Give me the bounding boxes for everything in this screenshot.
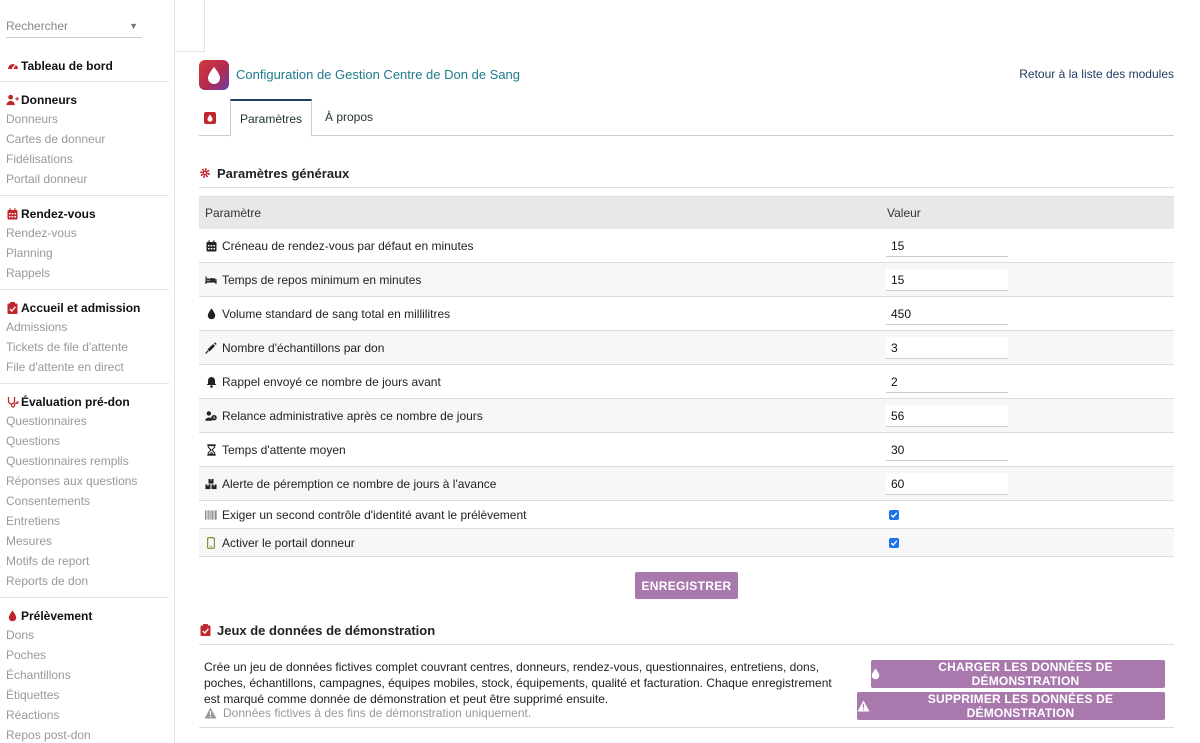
param-label: Volume standard de sang total en millilitres (222, 306, 451, 321)
sidebar-divider (0, 383, 169, 384)
value-cell (881, 538, 1174, 548)
param-label: Relance administrative après ce nombre de jours (222, 408, 483, 423)
tab-bar (199, 99, 1174, 136)
value-cell (881, 473, 1174, 495)
param-checkbox[interactable] (889, 510, 899, 520)
bed-icon (205, 274, 217, 286)
dashboard-icon (6, 60, 19, 73)
module-mini-icon (204, 112, 216, 124)
sidebar-item[interactable]: Cartes de donneur (6, 132, 106, 146)
sidebar (0, 0, 175, 743)
delete-demo-data-button[interactable] (857, 692, 1165, 720)
sidebar-group-title[interactable] (0, 205, 169, 223)
sidebar-group-title[interactable] (0, 57, 169, 75)
sidebar-item[interactable]: Consentements (6, 494, 91, 508)
sidebar-divider (0, 81, 169, 82)
param-cell (199, 477, 881, 491)
col-parametre: Paramètre (205, 206, 262, 220)
sidebar-item[interactable]: Poches (6, 648, 47, 662)
warning-icon (857, 700, 870, 712)
param-cell (199, 508, 881, 522)
search-placeholder: Rechercher (6, 19, 69, 33)
sidebar-divider (0, 597, 169, 598)
blood-drop-icon (6, 610, 19, 623)
sidebar-group (0, 205, 169, 283)
sidebar-item[interactable]: Motifs de report (6, 554, 90, 568)
sidebar-item[interactable]: Questionnaires remplis (6, 454, 129, 468)
param-value-input[interactable]: 60 (886, 473, 1008, 495)
param-cell (199, 443, 881, 457)
table-row (199, 467, 1174, 501)
sidebar-item[interactable]: Portail donneur (6, 172, 88, 186)
back-to-modules-link[interactable]: Retour à la liste des modules (1019, 67, 1174, 81)
value-cell (881, 439, 1174, 461)
stethoscope-icon (6, 396, 19, 409)
param-value-input[interactable]: 30 (886, 439, 1008, 461)
table-row (199, 529, 1174, 557)
sidebar-group-label: Rendez-vous (21, 207, 96, 221)
sidebar-group-label: Prélèvement (21, 609, 93, 623)
module-logo (199, 60, 229, 90)
value-cell (881, 235, 1174, 257)
sidebar-item[interactable]: Admissions (6, 320, 68, 334)
load-demo-label: CHARGER LES DONNÉES DE DÉMONSTRATION (938, 660, 1113, 688)
param-label: Exiger un second contrôle d'identité avant le prélèvement (222, 507, 527, 522)
sidebar-group (0, 607, 169, 743)
user-plus-icon (6, 94, 19, 107)
col-valeur: Valeur (887, 206, 921, 220)
sidebar-item[interactable]: File d'attente en direct (6, 360, 124, 374)
param-cell (199, 239, 881, 253)
syringe-icon (205, 342, 217, 354)
sidebar-group (0, 91, 169, 189)
sidebar-item[interactable]: Reports de don (6, 574, 89, 588)
param-cell (199, 273, 881, 287)
tab-parametres[interactable]: Paramètres (230, 99, 312, 137)
table-row (199, 433, 1174, 467)
divider (199, 644, 1174, 645)
table-row (199, 501, 1174, 529)
param-value-input[interactable]: 56 (886, 405, 1008, 427)
bell-icon (205, 376, 217, 388)
mobile-icon (205, 537, 217, 549)
sidebar-item[interactable]: Réactions (6, 708, 60, 722)
param-value-input[interactable]: 2 (886, 371, 1008, 393)
sidebar-item[interactable]: Rendez-vous (6, 226, 77, 240)
sidebar-group (0, 299, 169, 377)
tab-a-propos[interactable]: À propos (325, 110, 374, 124)
param-cell (199, 307, 881, 321)
sidebar-item[interactable]: Repos post-don (6, 728, 91, 742)
boxes-icon (205, 478, 217, 490)
section-title: Jeux de données de démonstration (217, 622, 436, 638)
tab-module-icon[interactable] (199, 99, 221, 136)
param-cell (199, 536, 881, 550)
sidebar-group (0, 57, 169, 75)
sidebar-item[interactable]: Étiquettes (6, 688, 60, 702)
calendar-icon (6, 208, 19, 221)
sidebar-item[interactable]: Dons (6, 628, 35, 642)
param-cell (199, 341, 881, 355)
sidebar-item[interactable]: Mesures (6, 534, 53, 548)
sidebar-item[interactable]: Donneurs (6, 112, 59, 126)
sidebar-group-title[interactable] (0, 299, 169, 317)
save-button[interactable]: ENREGISTRER (635, 572, 738, 599)
sidebar-group-label: Tableau de bord (21, 59, 113, 73)
param-label: Alerte de péremption ce nombre de jours à l'avance (222, 476, 497, 491)
sidebar-group-title[interactable] (0, 393, 169, 411)
sidebar-item[interactable]: Tickets de file d'attente (6, 340, 128, 354)
param-value-input[interactable]: 15 (886, 235, 1008, 257)
settings-table (199, 196, 1174, 557)
sidebar-item[interactable]: Questions (6, 434, 61, 448)
sidebar-item[interactable]: Planning (6, 246, 53, 260)
table-row (199, 297, 1174, 331)
param-value-input[interactable]: 3 (886, 337, 1008, 359)
sidebar-item[interactable]: Questionnaires (6, 414, 87, 428)
table-row (199, 399, 1174, 433)
value-cell (881, 303, 1174, 325)
gear-icon (199, 167, 211, 179)
delete-demo-label: SUPPRIMER LES DONNÉES DE DÉMONSTRATION (927, 692, 1114, 720)
param-label: Nombre d'échantillons par don (222, 340, 385, 355)
warning-icon (204, 707, 217, 719)
hourglass-icon (205, 444, 217, 456)
sidebar-item[interactable]: Rappels (6, 266, 51, 280)
sidebar-group-title[interactable] (0, 607, 169, 625)
param-label: Temps de repos minimum en minutes (222, 272, 422, 287)
search-select[interactable] (6, 14, 142, 38)
sidebar-group-title[interactable] (0, 91, 169, 109)
value-cell (881, 371, 1174, 393)
sidebar-divider (0, 195, 169, 196)
divider (199, 187, 1174, 188)
param-label: Activer le portail donneur (222, 535, 355, 550)
param-cell (199, 409, 881, 423)
general-settings-header (199, 163, 1174, 183)
param-label: Créneau de rendez-vous par défaut en minutes (222, 238, 474, 253)
value-cell (881, 337, 1174, 359)
top-panel-stub (175, 0, 205, 52)
param-checkbox[interactable] (889, 538, 899, 548)
table-header (199, 196, 1174, 229)
param-label: Rappel envoyé ce nombre de jours avant (222, 374, 441, 389)
value-cell (881, 510, 1174, 520)
table-row (199, 365, 1174, 399)
param-label: Temps d'attente moyen (222, 442, 346, 457)
demo-description: Crée un jeu de données fictives complet couvrant centres, donneurs, rendez-vous, questionnaires, entretiens, dons, poches, échantillons, campagnes, équipes mobiles, stock, équipements, qualité et facturation. Chaque enregistrement est marqué comme donnée de démonstration et peut être supprimé ensuite. (204, 660, 832, 706)
sidebar-divider (0, 289, 169, 290)
demo-data-header (199, 620, 1174, 640)
blood-drop-icon (205, 308, 217, 320)
value-cell (881, 405, 1174, 427)
divider (199, 727, 1174, 728)
sidebar-group-label: Donneurs (21, 93, 78, 107)
barcode-icon (205, 509, 217, 521)
blood-drop-icon (207, 66, 221, 84)
sidebar-group-label: Accueil et admission (21, 301, 141, 315)
section-title: Paramètres généraux (217, 165, 350, 181)
sidebar-group-label: Évaluation pré-don (21, 395, 130, 409)
param-value-input[interactable]: 450 (886, 303, 1008, 325)
param-value-input[interactable]: 15 (886, 269, 1008, 291)
sidebar-item[interactable]: Échantillons (6, 668, 71, 682)
clipboard-check-icon (199, 624, 211, 636)
calendar-icon (205, 240, 217, 252)
blood-drop-icon (871, 668, 880, 680)
table-row (199, 263, 1174, 297)
value-cell (881, 269, 1174, 291)
demo-warning (204, 706, 531, 720)
clipboard-check-icon (6, 302, 19, 315)
warning-text: Données fictives à des fins de démonstration uniquement. (223, 706, 532, 720)
param-cell (199, 375, 881, 389)
page-title: Configuration de Gestion Centre de Don de Sang (236, 67, 521, 82)
user-clock-icon (205, 410, 217, 422)
table-row (199, 331, 1174, 365)
sidebar-item[interactable]: Fidélisations (6, 152, 73, 166)
table-row (199, 229, 1174, 263)
chevron-down-icon[interactable]: ▼ (129, 21, 138, 31)
sidebar-group (0, 393, 169, 591)
sidebar-item[interactable]: Réponses aux questions (6, 474, 138, 488)
load-demo-data-button[interactable] (871, 660, 1165, 688)
sidebar-item[interactable]: Entretiens (6, 514, 61, 528)
